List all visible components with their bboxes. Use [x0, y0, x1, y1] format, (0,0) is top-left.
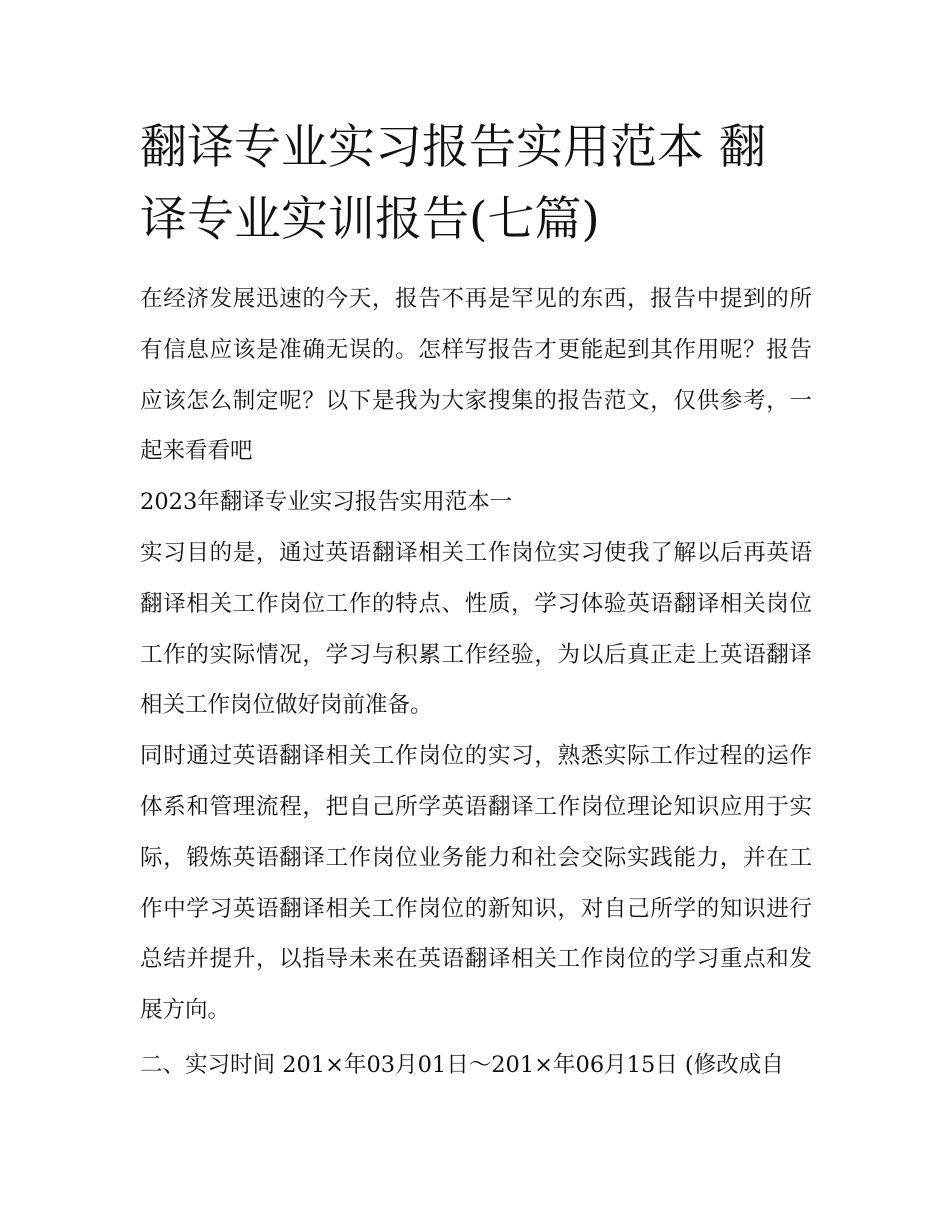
intro-paragraph: 在经济发展迅速的今天，报告不再是罕见的东西，报告中提到的所有信息应该是准确无误的。怎样写报告才更能起到其作用呢？报告应该怎么制定呢？以下是我为大家搜集的报告范文，仅供参考，一起来看看吧 — [140, 286, 812, 465]
section-heading: 2023年翻译专业实习报告实用范本一 — [140, 489, 513, 516]
document-title: 翻译专业实习报告实用范本 翻译专业实训报告(七篇) — [140, 120, 766, 247]
body-paragraph-purpose: 实习目的是，通过英语翻译相关工作岗位实习使我了解以后再英语翻译相关工作岗位工作的特点、性质，学习体验英语翻译相关岗位工作的实际情况，学习与积累工作经验，为以后真正走上英语翻译相关工作岗位做好岗前准备。 — [140, 539, 812, 719]
body-paragraph-goals: 同时通过英语翻译相关工作岗位的实习，熟悉实际工作过程的运作体系和管理流程，把自己所学英语翻译工作岗位理论知识应用于实际，锻炼英语翻译工作岗位业务能力和社会交际实践能力，并在工作中学习英语翻译相关工作岗位的新知识，对自己所学的知识进行总结并提升，以指导未来在英语翻译相关工作岗位的学习重点和发展方向。 — [140, 743, 812, 1024]
document-page — [140, 112, 812, 1091]
body-paragraph-time: 二、实习时间 201×年03月01日～201×年06月15日 (修改成自 — [140, 1051, 784, 1078]
